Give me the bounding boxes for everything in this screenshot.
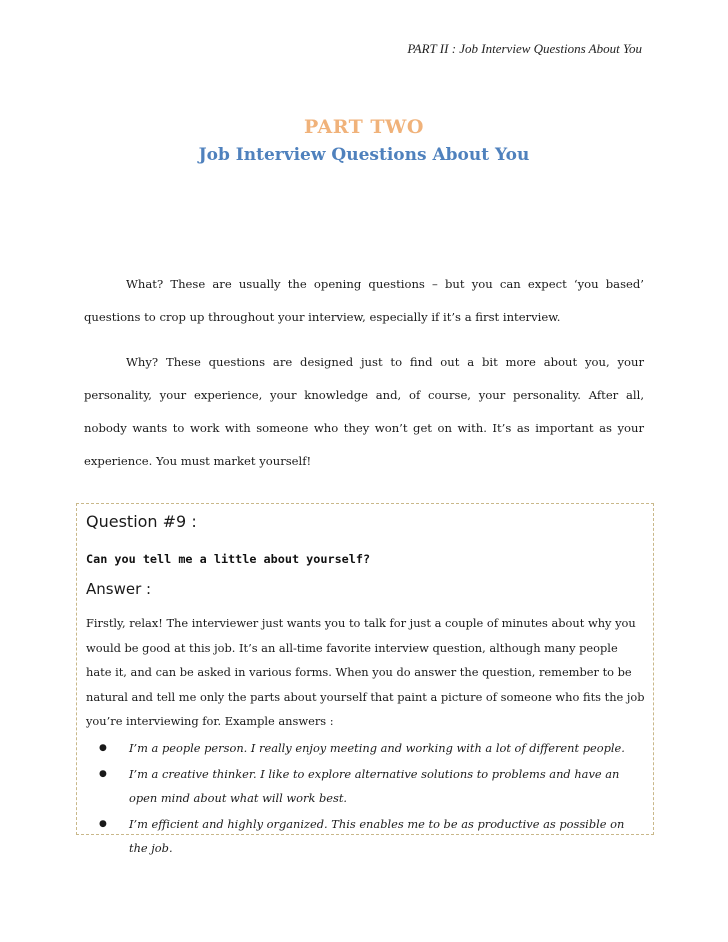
question-box [76, 503, 654, 855]
bullet-icon: ● [99, 769, 107, 779]
answer-text: Firstly, relax! The interviewer just wants you to talk for just a couple of minutes about why you would be good at this job. It’s an all-time favorite interview question, although many people hate it, and can be asked in various forms. When you do answer the question, remember to be natural and tell me only the parts about yourself that paint a picture of someone who fits the job you’re interviewing for. Example answers : [86, 616, 645, 728]
intro-paragraph-what: What? These are usually the opening questions – but you can expect ‘you based’ questions to crop up throughout your interview, especially if it’s a first interview. [84, 277, 644, 324]
answer-heading: Answer : [86, 580, 152, 598]
example-answer-text: I’m a people person. I really enjoy meeting and working with a lot of different people. [129, 741, 625, 755]
list-item [86, 812, 646, 860]
bullet-icon: ● [99, 819, 107, 829]
part-label: PART TWO [304, 116, 424, 138]
list-item [86, 736, 646, 760]
question-text: Can you tell me a little about yourself? [86, 552, 371, 566]
bullet-icon: ● [99, 743, 107, 753]
example-answer-text: I’m a creative thinker. I like to explore alternative solutions to problems and have an open mind about what will work best. [129, 767, 620, 805]
part-title: Job Interview Questions About You [198, 145, 530, 165]
intro-paragraph-why: Why? These questions are designed just to find out a bit more about you, your personality, your experience, your knowledge and, of course, your personality. After all, nobody wants to work with someone who they won’t get on with. It’s as important as your experience. You must market yourself! [84, 355, 644, 468]
list-item [86, 762, 646, 810]
question-heading: Question #9 : [86, 512, 197, 531]
intro-section [84, 268, 644, 478]
example-answers-list [86, 736, 646, 860]
example-answer-text: I’m efficient and highly organized. This enables me to be as productive as possible on the job. [129, 817, 625, 855]
running-header: PART II : Job Interview Questions About You [407, 41, 642, 56]
